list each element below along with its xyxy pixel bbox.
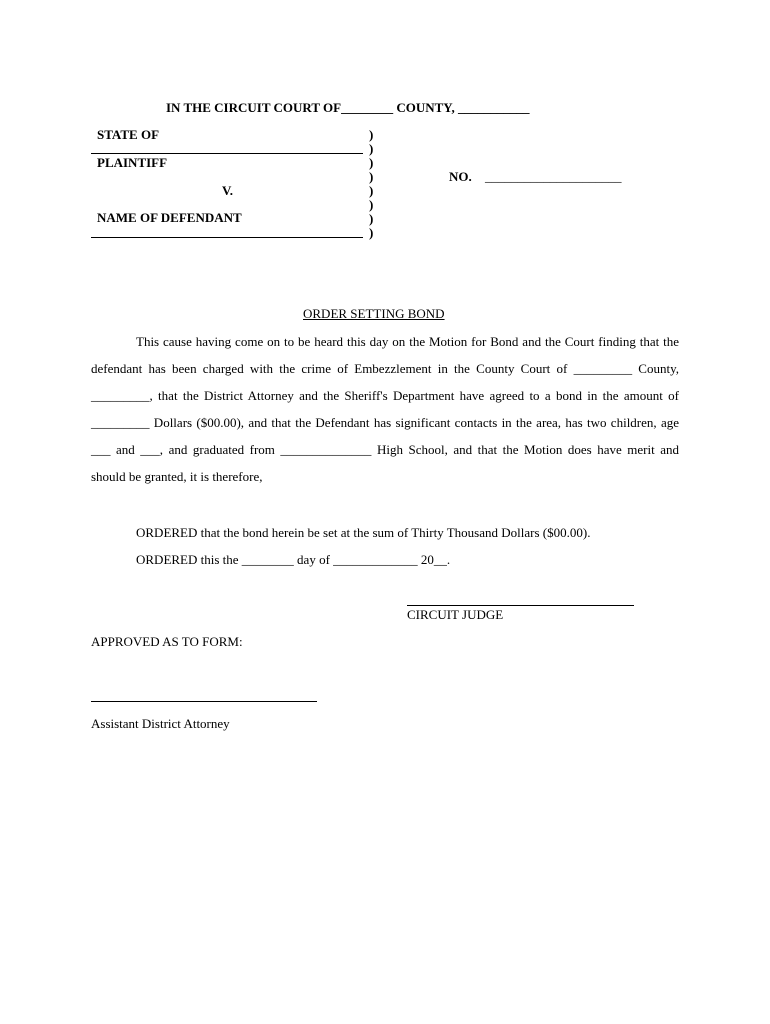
defendant-line bbox=[91, 237, 363, 238]
state-of-label: STATE OF bbox=[97, 127, 160, 142]
caption-paren: ) bbox=[369, 127, 374, 142]
ordered-date-line: ORDERED this the ________ day of _____________ 20__. bbox=[136, 552, 451, 567]
caption-paren: ) bbox=[369, 155, 374, 170]
caption-paren: ) bbox=[369, 225, 374, 240]
plaintiff-label: PLAINTIFF bbox=[97, 155, 168, 170]
court-title: IN THE CIRCUIT COURT OF________ COUNTY, ___________ bbox=[166, 100, 530, 115]
approved-as-to-form-label: APPROVED AS TO FORM: bbox=[91, 634, 243, 649]
caption-paren: ) bbox=[369, 197, 374, 212]
order-body-paragraph: This cause having come on to be heard this day on the Motion for Bond and the Court finding that the defendant has been charged with the crime of Embezzlement in the County Court of _________ County, _________, that the District Attorney and the Sheriff's Department have agreed to a bond in the amount of _________ Dollars ($00.00), and that the Defendant has significant contacts in the area, has two children, age ___ and ___, and graduated from ______________ High School, and that the Motion does have merit and should be granted, it is therefore, bbox=[91, 334, 679, 484]
ordered-bond-line: ORDERED that the bond herein be set at the sum of Thirty Thousand Dollars ($00.00). bbox=[136, 525, 591, 540]
state-line bbox=[91, 153, 363, 154]
caption-paren: ) bbox=[369, 169, 374, 184]
versus-label: V. bbox=[222, 183, 233, 198]
circuit-judge-label: CIRCUIT JUDGE bbox=[407, 607, 504, 622]
assistant-district-attorney-label: Assistant District Attorney bbox=[91, 716, 230, 731]
defendant-label: NAME OF DEFENDANT bbox=[97, 210, 242, 225]
case-number-blank: _____________________ bbox=[485, 169, 622, 184]
judge-signature-line bbox=[407, 605, 634, 606]
caption-paren: ) bbox=[369, 141, 374, 156]
caption-paren: ) bbox=[369, 211, 374, 226]
order-title: ORDER SETTING BOND bbox=[303, 306, 445, 321]
case-number-label: NO. bbox=[449, 169, 472, 184]
caption-paren: ) bbox=[369, 183, 374, 198]
attorney-signature-line bbox=[91, 701, 317, 702]
